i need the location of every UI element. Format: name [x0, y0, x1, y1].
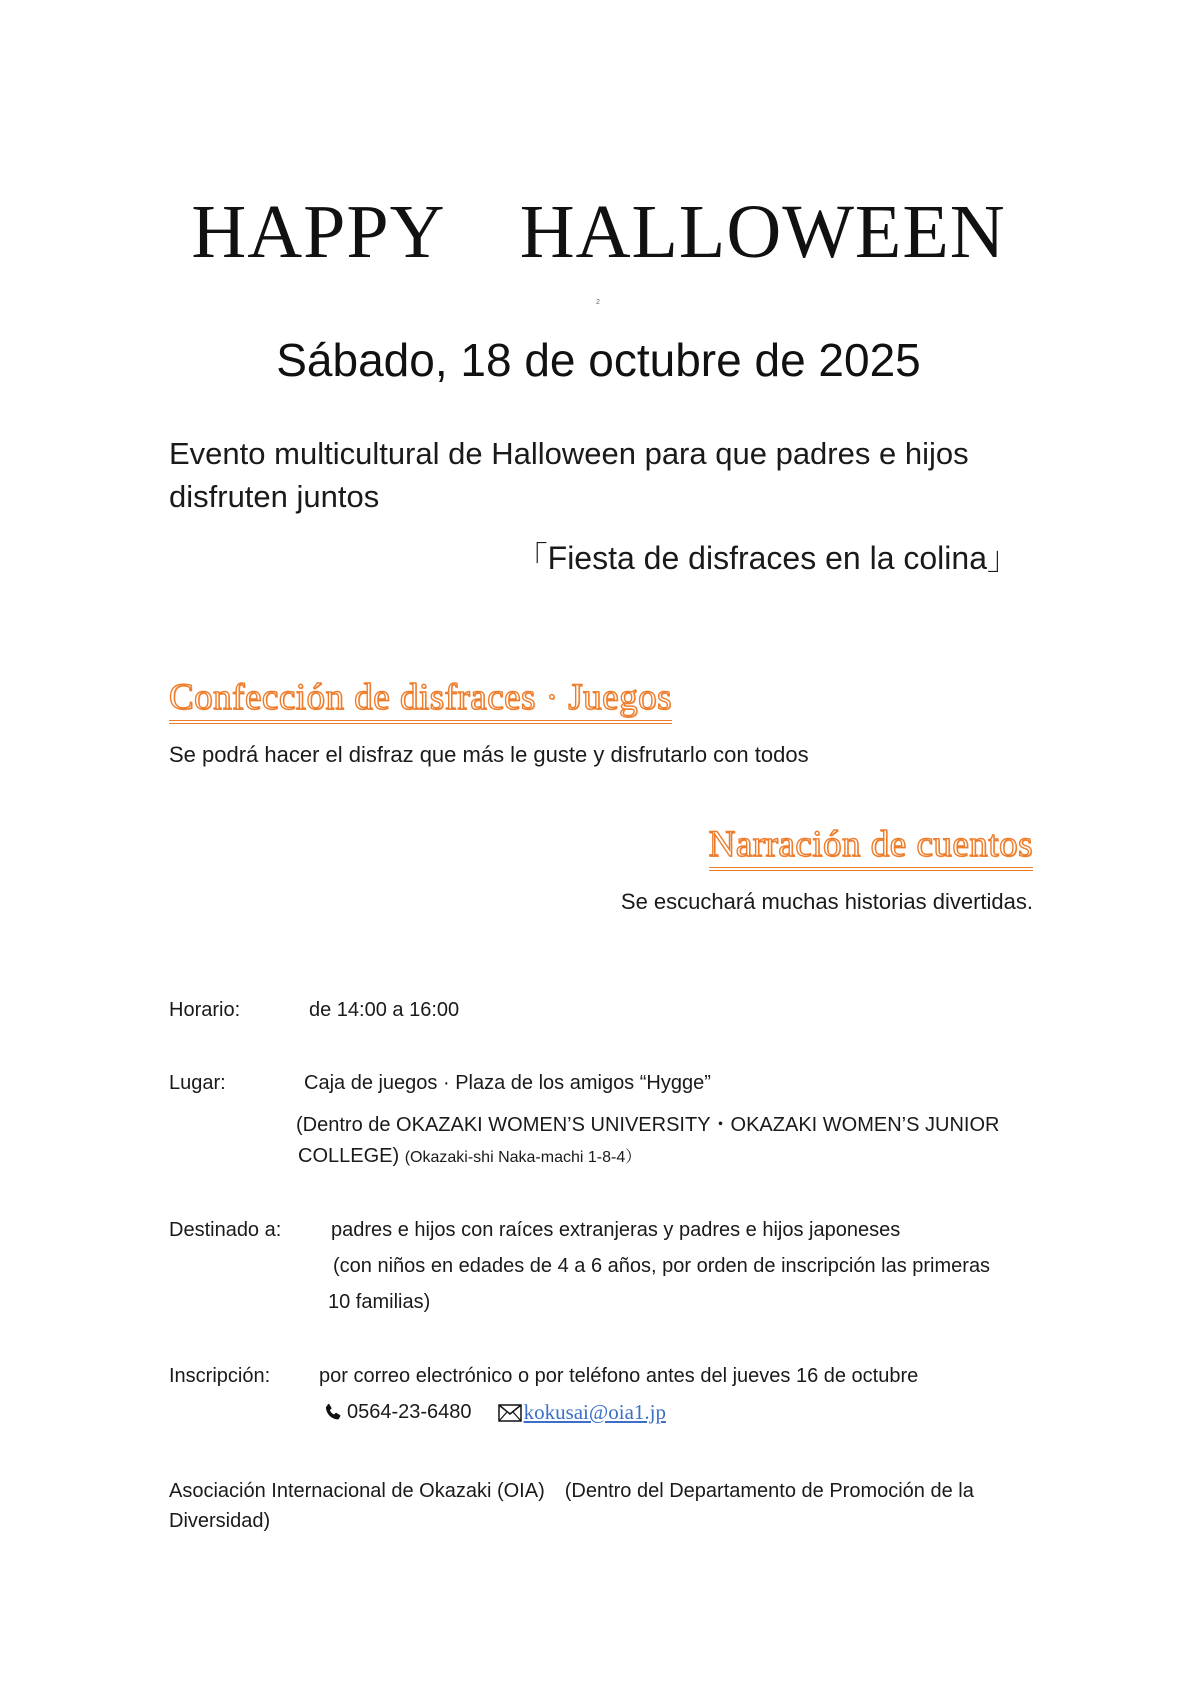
event-name: 「Fiesta de disfraces en la colina」 [515, 540, 1019, 576]
phone-number: 0564-23-6480 [347, 1401, 472, 1423]
inscripcion-line-1: por correo electrónico o por teléfono antes del jueves 16 de octubre [319, 1365, 919, 1387]
lugar-line-2: (Dentro de OKAZAKI WOMEN’S UNIVERSITY・OKAZAKI WOMEN’S JUNIOR [296, 1114, 1000, 1136]
horario-value: de 14:00 a 16:00 [309, 999, 460, 1021]
lugar-line-3 [298, 1144, 641, 1168]
page-title: HAPPY HALLOWEEN [191, 190, 1006, 274]
lugar-address: (Okazaki-shi Naka-machi 1-8-4） [404, 1149, 642, 1166]
section-heading-storytelling: Narración de cuentos [709, 823, 1033, 871]
destinado-line-1: padres e hijos con raíces extranjeras y padres e hijos japoneses [331, 1219, 901, 1241]
lugar-label: Lugar: [169, 1072, 226, 1094]
phone-icon [322, 1402, 344, 1424]
destinado-label: Destinado a: [169, 1219, 282, 1241]
contact-row [322, 1400, 666, 1425]
inscripcion-label: Inscripción: [169, 1365, 271, 1387]
event-description: Evento multicultural de Halloween para que padres e hijos disfruten juntos [169, 436, 969, 514]
organizer-line-2: Diversidad) [169, 1510, 271, 1532]
destinado-line-3: 10 familias) [328, 1291, 431, 1313]
organizer-line-1: Asociación Internacional de Okazaki (OIA) (Dentro del Departamento de Promoción de la [169, 1480, 974, 1502]
event-date: Sábado, 18 de octubre de 2025 [276, 334, 921, 386]
email-link[interactable]: kokusai@oia1.jp [523, 1400, 666, 1424]
lugar-college: COLLEGE) [298, 1145, 400, 1167]
section-heading-costumes: Confección de disfraces · Juegos [169, 676, 672, 724]
horario-label: Horario: [169, 999, 241, 1021]
section-body-costumes: Se podrá hacer el disfraz que más le guste y disfrutarlo con todos [169, 742, 809, 767]
lugar-line-1: Caja de juegos · Plaza de los amigos “Hygge” [304, 1072, 711, 1094]
section-body-storytelling: Se escuchará muchas historias divertidas. [620, 889, 1033, 914]
tiny-mark: 2 [596, 299, 600, 306]
destinado-line-2: (con niños en edades de 4 a 6 años, por orden de inscripción las primeras [333, 1255, 991, 1277]
envelope-icon [498, 1404, 522, 1422]
